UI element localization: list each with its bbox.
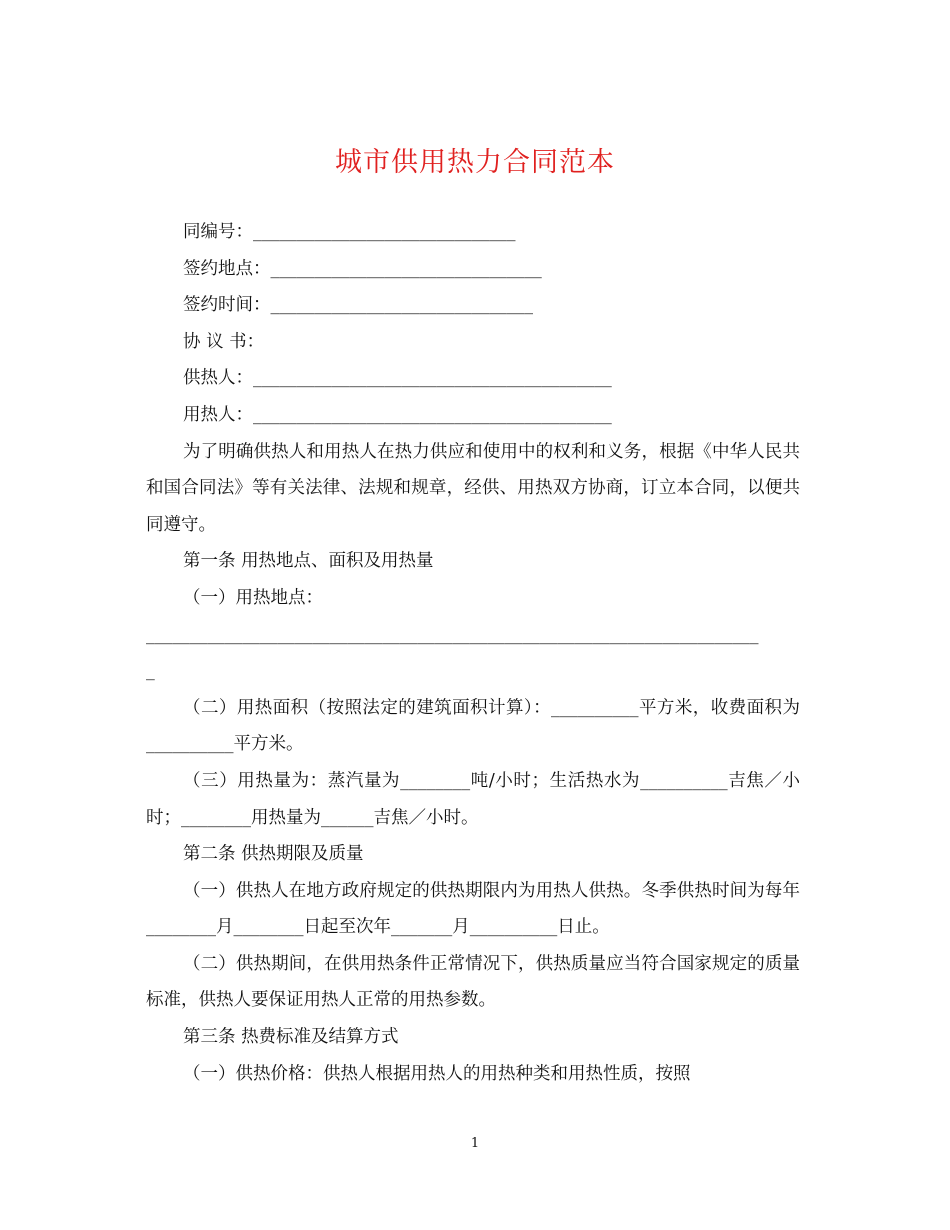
article-1-title: 第一条 用热地点、面积及用热量 (183, 551, 434, 572)
article-1-item-1-blank: ______________________________________________________________________ (146, 624, 759, 645)
sign-place-line: 签约地点：_______________________________ (183, 258, 542, 279)
article-2-title: 第二条 供热期限及质量 (183, 844, 364, 865)
article-2-item-1: （一）供热人在地方政府规定的供热期限内为用热人供热。冬季供热时间为每年________月________日起至次年_______月__________日止。 (146, 880, 800, 938)
article-1-item-3: （三）用热量为：蒸汽量为________吨/小时；生活热水为__________吉焦／小时；________用热量为______吉焦／小时。 (146, 770, 800, 828)
agreement-heading: 协 议 书： (183, 331, 265, 352)
document-title: 城市供用热力合同范本 (335, 147, 615, 178)
article-3-title: 第三条 热费标准及结算方式 (183, 1027, 399, 1048)
intro-paragraph: 为了明确供热人和用热人在热力供应和使用中的权利和义务，根据《中华人民共和国合同法》等有关法律、法规和规章，经供、用热双方协商，订立本合同，以便共同遵守。 (146, 441, 800, 535)
sign-time-line: 签约时间：______________________________ (183, 295, 533, 316)
article-1-item-1-blank-tail: _ (146, 661, 155, 682)
article-1-item-1: （一）用热地点： (183, 587, 323, 608)
article-1-item-2: （二）用热面积（按照法定的建筑面积计算）：__________平方米，收费面积为__________平方米。 (146, 697, 800, 755)
page-number: 1 (470, 1136, 480, 1151)
document-body (146, 214, 800, 1092)
article-3-item-1: （一）供热价格：供热人根据用热人的用热种类和用热性质，按照 (183, 1063, 691, 1084)
contract-number-line: 同编号：______________________________ (183, 222, 516, 242)
article-2-item-2: （二）供热期间，在供用热条件正常情况下，供热质量应当符合国家规定的质量标准，供热人要保证用热人正常的用热参数。 (146, 953, 800, 1011)
user-line: 用热人：_________________________________________ (183, 404, 612, 425)
supplier-line: 供热人：_________________________________________ (183, 368, 612, 389)
